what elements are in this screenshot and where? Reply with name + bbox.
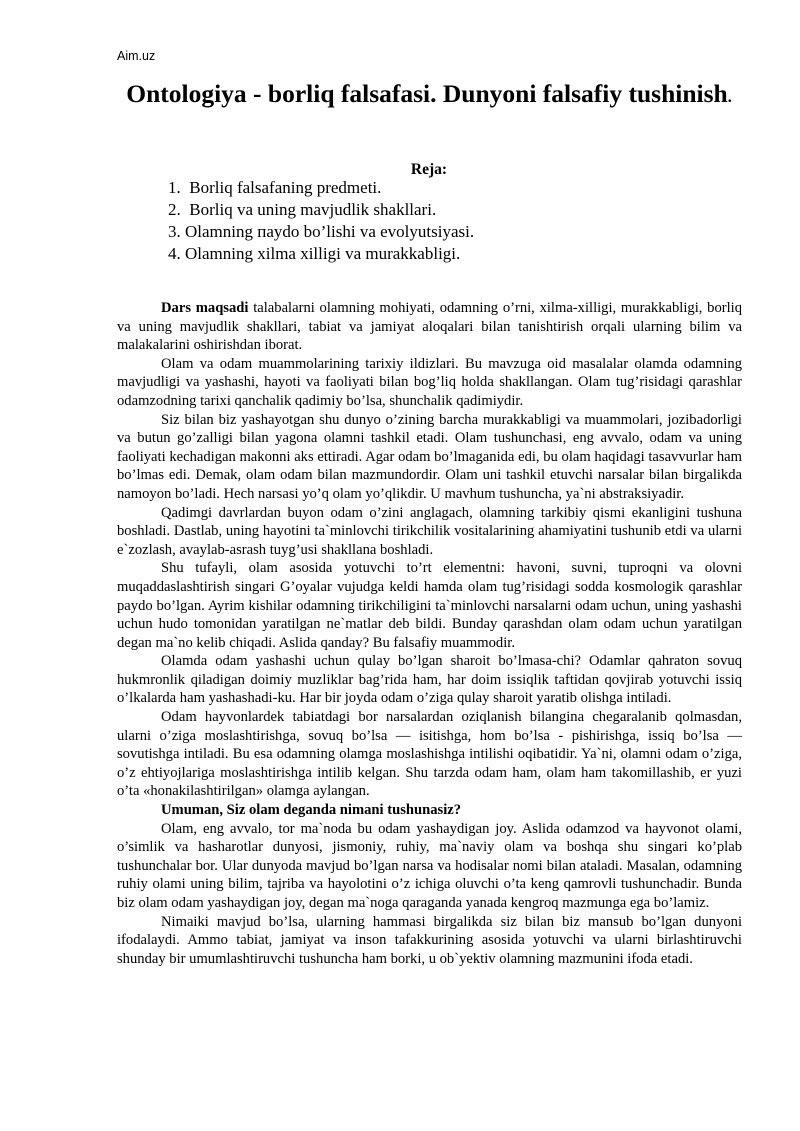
page-title: [120, 78, 738, 114]
title-text: Ontologiya - borliq falsafasi. Dunyoni falsafiy tushinish: [126, 79, 728, 108]
plan-item-number: 2.: [168, 200, 181, 219]
plan-item-text: Borliq falsafaning predmeti.: [189, 178, 382, 197]
plan-list: [168, 177, 474, 265]
plan-item-text: Borliq va uning mavjudlik shakllari.: [189, 200, 437, 219]
plan-item: [168, 243, 474, 265]
paragraph: Olamda odam yashashi uchun qulay bo’lgan sharoit bo’lmasa-chi? Odamlar qahraton sovuq hukmronlik qiladigan doimiy muzliklar bag’rida ham, har doim issiqlik taftidan qovjirab yotuvchi issiq o’lkalarda ham yashashadi-ku. Har bir joyda odam o’ziga qulay sharoit yaratib olishga intiladi.: [117, 653, 742, 707]
plan-item-text: Olamning пaydo bo’lishi va evolyutsiyasi.: [185, 222, 475, 241]
title-dot: .: [727, 89, 732, 106]
plan-item: [168, 177, 474, 199]
question-heading: Umuman, Siz olam deganda nimani tushunasiz?: [161, 802, 462, 819]
body-text: [117, 299, 742, 968]
plan-item-number: 3.: [168, 222, 181, 241]
paragraph: Siz bilan biz yashayotgan shu dunyo o’zining barcha murakkabligi va muammolari, jozibadorligi va butun go’zalligi bilan yagona olamni tashkil etadi. Olam tushunchasi, eng avvalo, odam va uning faoliyati kechadigan makonni aks ettiradi. Agar odam bo’lmaganida edi, bu olam haqidagi tasavvurlar ham bo’lmas edi. Demak, olam odam bilan mazmundordir. Olam uni tashkil etuvchi narsalar bilan birgalikda namoyon bo’ladi. Hech narsasi yo’q olam yo’qlikdir. U mavhum tushuncha, ya`ni abstraksiyadir.: [117, 411, 742, 502]
paragraph: Nimaiki mavjud bo’lsa, ularning hammasi birgalikda siz bilan biz mansub bo’lgan dunyoni ifodalaydi. Ammo tabiat, jamiyat va inson tafakkurining asosida yotuvchi va ularni birlashtiruvchi shunday bir umumlashtiruvchi tushuncha ham borki, u ob`yektiv olamning mazmunini ifoda etadi.: [117, 913, 742, 967]
lesson-goal-label: Dars maqsadi: [161, 300, 249, 316]
paragraph: Olam, eng avvalo, tor ma`noda bu odam yashaydigan joy. Aslida odamzod va hayvonot olami, o’simlik va hasharotlar dunyosi, jismoniy, ruhiy, ma`naviy olam va boshqa shu singari ko’plab tushunchalar bor. Ular dunyoda mavjud bo’lgan narsa va hodisalar nomi bilan ataladi. Masalan, odamning ruhiy olami uning bilim, tajriba va hayolotini o’z ichiga oluvchi o’ta keng qamrovli tushunchadir. Bunda biz olam odam yashaydigan joy, degan ma`noga qaraganda yanada kengroq mazmunga ega bo’lamiz.: [117, 820, 742, 911]
paragraph: Shu tufayli, olam asosida yotuvchi to’rt elementni: havoni, suvni, tuproqni va olovni muqaddaslashtirish singari G’oyalar vujudga keldi hamda olam tug’risidagi sodda kosmologik qarashlar paydo bo’lgan. Ayrim kishilar odamning tirikchiligini ta`minlovchi narsalarni odam uchun, uning yashashi uchun hudo tomonidan yaratilgan ne`matlar deb bildi. Bunday qarashdan olam odam uchun yaratilgan degan ma`no kelib chiqadi. Aslida qanday? Bu falsafiy muammodir.: [117, 560, 742, 651]
paragraph: [117, 299, 742, 355]
plan-item-number: 4.: [168, 244, 181, 263]
plan-item-number: 1.: [168, 178, 181, 197]
paragraph: Qadimgi davrlardan buyon odam o’zini anglagach, olamning tarkibiy qismi ekanligini tushuna boshladi. Dastlab, uning hayotini ta`minlovchi tirikchilik vositalarining ahamiyatini tushunib etdi va ularni e`zozlash, avaylab-asrash tuyg’usi shakllana boshladi.: [117, 504, 742, 558]
site-label: Aim.uz: [117, 49, 156, 63]
paragraph-text: talabalarni olamning mohiyati, odamning o’rni, xilma-xilligi, murakkabligi, borliq va uning mavjudlik shakllari, tabiat va jamiyat aloqalari bilan tanishtirish orqali ularning bilim va malakalarini oshirishdan iborat.: [117, 300, 743, 354]
paragraph: [117, 801, 742, 820]
plan-heading: Reja:: [410, 161, 448, 178]
plan-item: [168, 221, 474, 243]
plan-item-text: Olamning xilma xilligi va murakkabligi.: [185, 244, 461, 263]
paragraph: Odam hayvonlardek tabiatdagi bor narsalardan oziqlanish bilangina chegaralanib qolmasdan, ularni o’ziga moslashtirishga, sovuq bo’lsa — isitishga, hom bo’lsa - pishirishga, issiq bo’lsa — sovutishga intiladi. Bu esa odamning olamga moslashishga intilishi oqibatidir. Ya`ni, olamni odam o’ziga, o’z ehtiyojlariga moslashtirishga intilib kelgan. Shu tarzda odam ham, olam ham takomillashib, er yuzi o’ta «honakilashtirilgan» olamga aylangan.: [117, 709, 742, 800]
plan-item: [168, 199, 474, 221]
paragraph: Olam va odam muammolarining tarixiy ildizlari. Bu mavzuga oid masalalar olamda odamning mavjudligi va yashashi, hayoti va faoliyati bilan bog’liq holda shakllangan. Olam tug’risidagi qarashlar odamzodning tarixi qanchalik qadimiy bo’lsa, shunchalik qadimiydir.: [117, 355, 742, 409]
